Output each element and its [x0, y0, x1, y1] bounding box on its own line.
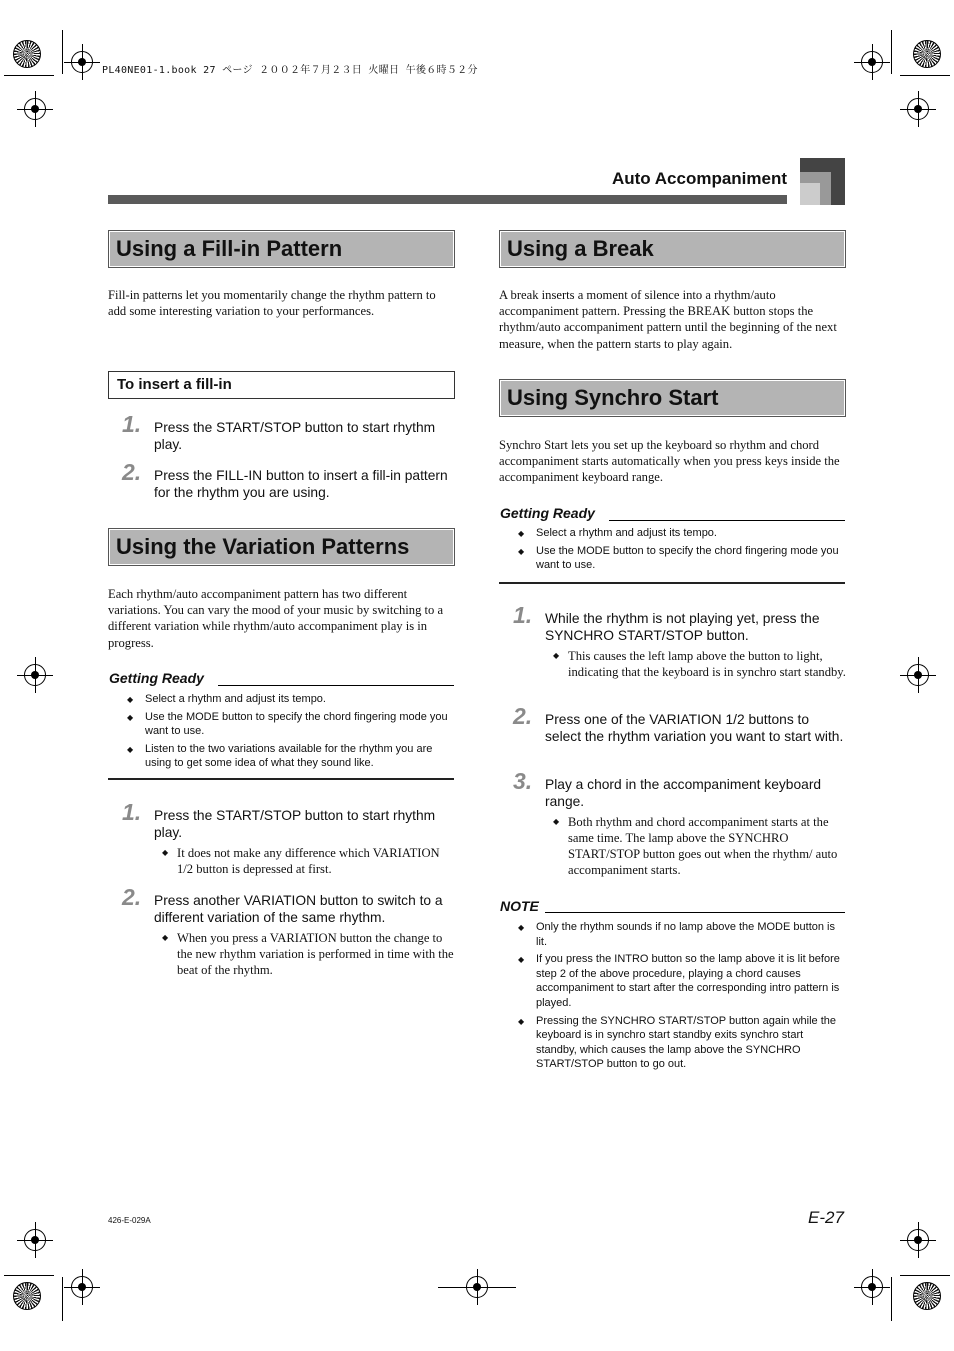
fill-in-intro: Fill-in patterns let you momentarily change the rhythm pattern to add some interesting variation to your performances. — [108, 288, 436, 319]
step-note: ◆ When you press a VARIATION button the change to the new rhythm variation is performed in time with the beat of the rhythm. — [162, 931, 454, 977]
step-number: 1. — [513, 602, 533, 628]
list-item: ◆ Select a rhythm and adjust its tempo. — [127, 693, 326, 705]
registration-mark-icon — [861, 51, 883, 73]
star-target-icon — [13, 1282, 41, 1310]
star-target-icon — [913, 1282, 941, 1310]
list-item: ◆ If you press the INTRO button so the lamp above it is lit before step 2 of the above procedure, playing a chord causes accompaniment to start after the corresponding intro pattern is played. — [518, 953, 840, 1009]
list-item: ◆ Use the MODE button to specify the chord fingering mode you want to use. — [518, 544, 839, 572]
getting-ready-list — [127, 692, 455, 774]
registration-mark-icon — [907, 1229, 929, 1251]
print-info: PL40NE01-1.book 27 ページ ２００２年７月２３日 火曜日 午後６時５２分 — [102, 65, 478, 76]
step-note: ◆ This causes the left lamp above the button to light, indicating that the keyboard is in synchro start standby. — [553, 649, 846, 679]
step-text: Play a chord in the accompaniment keyboard range. — [545, 777, 822, 809]
step-text: Press another VARIATION button to switch to a different variation of the same rhythm. — [154, 893, 443, 925]
list-item: ◆ Listen to the two variations available for the rhythm you are using to get some idea of what they sound like. — [127, 742, 433, 770]
star-target-icon — [913, 40, 941, 68]
getting-ready-title: Getting Ready — [109, 670, 204, 686]
getting-ready-list — [518, 526, 846, 576]
header-bar — [108, 195, 787, 204]
note-line — [545, 912, 845, 913]
section-heading-variation: Using the Variation Patterns — [108, 528, 455, 566]
break-intro: A break inserts a moment of silence into a rhythm/auto accompaniment pattern. Pressing the BREAK button stops the rhythm/auto accompaniment pattern until the beginning of the next measure, when the pattern starts to play again. — [499, 288, 837, 351]
registration-mark-icon — [71, 1276, 93, 1298]
list-item: ◆ Select a rhythm and adjust its tempo. — [518, 527, 717, 539]
section-rule — [108, 778, 454, 780]
step-number: 2. — [122, 459, 142, 485]
registration-mark-icon — [24, 1229, 46, 1251]
star-target-icon — [13, 40, 41, 68]
step-number: 1. — [122, 411, 142, 437]
registration-mark-icon — [907, 664, 929, 686]
step-text: Press one of the VARIATION 1/2 buttons to select the rhythm variation you want to start with. — [545, 712, 844, 744]
document-code: 426-E-029A — [108, 1216, 151, 1225]
header-title: Auto Accompaniment — [611, 169, 787, 188]
getting-ready-line — [218, 685, 454, 686]
step-text: Press the FILL-IN button to insert a fill-in pattern for the rhythm you are using. — [154, 468, 448, 500]
note-list — [518, 920, 846, 1075]
sub-heading-insert-fill-in: To insert a fill-in — [108, 371, 455, 399]
step-number: 2. — [513, 703, 533, 729]
list-item: ◆ Only the rhythm sounds if no lamp above the MODE button is lit. — [518, 921, 835, 948]
step-text: Press the START/STOP button to start rhythm play. — [154, 420, 436, 452]
thumb-tab — [800, 158, 845, 205]
section-heading-break: Using a Break — [499, 230, 846, 268]
list-item: ◆ Pressing the SYNCHRO START/STOP button again while the keyboard is in synchro start standby exits synchro start standby, which causes the lamp above the SYNCHRO START/STOP button to go out. — [518, 1014, 836, 1071]
registration-mark-icon — [907, 98, 929, 120]
registration-mark-icon — [24, 98, 46, 120]
step-note: ◆ Both rhythm and chord accompaniment starts at the same time. The lamp above the SYNCHRO START/STOP button goes out when the rhythm/ auto accompaniment starts. — [553, 815, 838, 877]
list-item: ◆ Use the MODE button to specify the chord fingering mode you want to use. — [127, 710, 448, 738]
step-text: While the rhythm is not playing yet, press the SYNCHRO START/STOP button. — [545, 611, 820, 643]
registration-mark-icon — [861, 1276, 883, 1298]
step-number: 1. — [122, 799, 142, 825]
getting-ready-line — [609, 520, 845, 521]
section-heading-fill-in: Using a Fill-in Pattern — [108, 230, 455, 268]
section-heading-synchro: Using Synchro Start — [499, 379, 846, 417]
step-text: Press the START/STOP button to start rhythm play. — [154, 808, 436, 840]
getting-ready-title: Getting Ready — [500, 505, 595, 521]
registration-mark-icon — [71, 51, 93, 73]
step-number: 3. — [513, 768, 533, 794]
registration-mark-icon — [24, 664, 46, 686]
step-note: ◆ It does not make any difference which VARIATION 1/2 button is depressed at first. — [162, 846, 440, 876]
note-title: NOTE — [500, 898, 539, 914]
page-number: E-27 — [808, 1208, 844, 1227]
synchro-intro: Synchro Start lets you set up the keyboard so rhythm and chord accompaniment starts automatically when you press keys inside the accompaniment keyboard range. — [499, 438, 840, 485]
variation-intro: Each rhythm/auto accompaniment pattern has two different variations. You can vary the mood of your music by switching to a different variation while rhythm/auto accompaniment play is in progress. — [108, 587, 444, 650]
section-rule — [499, 582, 845, 584]
step-number: 2. — [122, 884, 142, 910]
